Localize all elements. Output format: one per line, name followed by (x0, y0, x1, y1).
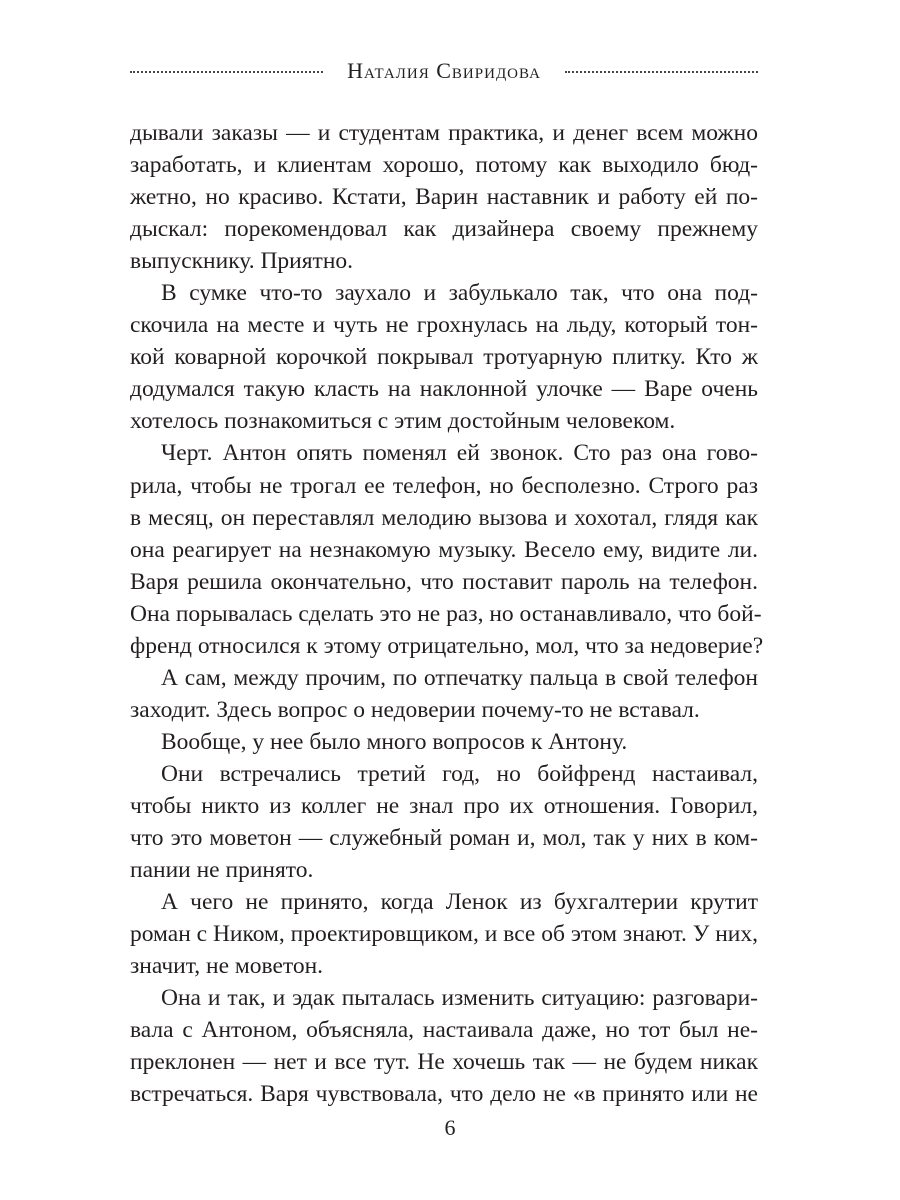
text-line: хотелось познакомиться с этим достойным человеком. (130, 408, 676, 435)
text-line: А чего не принято, когда Ленок из бухгалтерии крутит (161, 889, 758, 916)
text-line: заходит. Здесь вопрос о недоверии почему-то не вставал. (130, 696, 700, 723)
text-line: пании не принято. (130, 857, 314, 884)
paragraph (130, 726, 758, 758)
text-line: чтобы никто из коллег не знал про их отношения. Говорил, (130, 792, 758, 819)
page-number: 6 (444, 1115, 456, 1140)
text-line: выпускнику. Приятно. (130, 248, 354, 275)
text-line: А сам, между прочим, по отпечатку пальца в свой телефон (161, 664, 758, 691)
text-line: что это моветон — служебный роман и, мол, так у них в ком- (130, 825, 758, 852)
text-line: кой коварной корочкой покрывал тротуарную плитку. Кто ж (130, 344, 758, 371)
text-line: в месяц, он переставлял мелодию вызова и хохотал, глядя как (130, 504, 758, 531)
paragraph (130, 277, 758, 437)
paragraph (130, 437, 764, 661)
text-line: Черт. Антон опять поменял ей звонок. Сто раз она гово- (161, 440, 758, 467)
paragraph (130, 662, 758, 726)
paragraph (130, 117, 758, 277)
paragraph (130, 982, 758, 1110)
text-line: значит, не моветон. (130, 953, 324, 980)
text-line: скочила на месте и чуть не грохнулась на льду, который тон- (130, 312, 758, 339)
text-line: роман с Ником, проектировщиком, и все об этом знают. У них, (130, 921, 758, 948)
text-line: рила, чтобы не трогал ее телефон, но бесполезно. Строго раз (130, 472, 758, 499)
body-text (130, 117, 764, 1110)
dotted-rule-left (130, 71, 323, 73)
text-line: Варя решила окончательно, что поставит пароль на телефон. (130, 568, 758, 595)
text-line: Они встречались третий год, но бойфренд настаивал, (161, 760, 758, 787)
text-line: жетно, но красиво. Кстати, Варин наставник и работу ей по- (130, 184, 758, 211)
text-line: Она порывалась сделать это не раз, но останавливало, что бой- (130, 600, 762, 627)
text-line: додумался такую класть на наклонной улочке — Варе очень (130, 376, 758, 403)
paragraph (130, 886, 758, 982)
text-line: вала с Антоном, объясняла, настаивала даже, но тот был не- (130, 1017, 758, 1044)
text-line: заработать, и клиентам хорошо, потому как выходило бюд- (130, 152, 758, 179)
text-line: преклонен — нет и все тут. Не хочешь так — не будем никак (130, 1049, 758, 1076)
dotted-rule-right (565, 71, 758, 73)
text-line: френд относился к этому отрицательно, мол, что за недоверие? (130, 632, 764, 659)
text-line: дыскал: порекомендовал как дизайнера своему прежнему (130, 216, 758, 243)
running-header (130, 56, 758, 86)
text-line: дывали заказы — и студентам практика, и денег всем можно (130, 120, 758, 146)
text-line: она реагирует на незнакомую музыку. Весело ему, видите ли. (130, 536, 758, 563)
text-line: В сумке что-то заухало и забулькало так, что она под- (161, 280, 758, 307)
text-line: встречаться. Варя чувствовала, что дело не «в принято или не (130, 1081, 758, 1108)
text-line: Вообще, у нее было много вопросов к Антону. (161, 728, 628, 755)
text-line: Она и так, и эдак пыталась изменить ситуацию: разговари- (161, 985, 758, 1012)
running-title-author: Наталия Свиридова (347, 58, 541, 83)
paragraph (130, 758, 758, 886)
